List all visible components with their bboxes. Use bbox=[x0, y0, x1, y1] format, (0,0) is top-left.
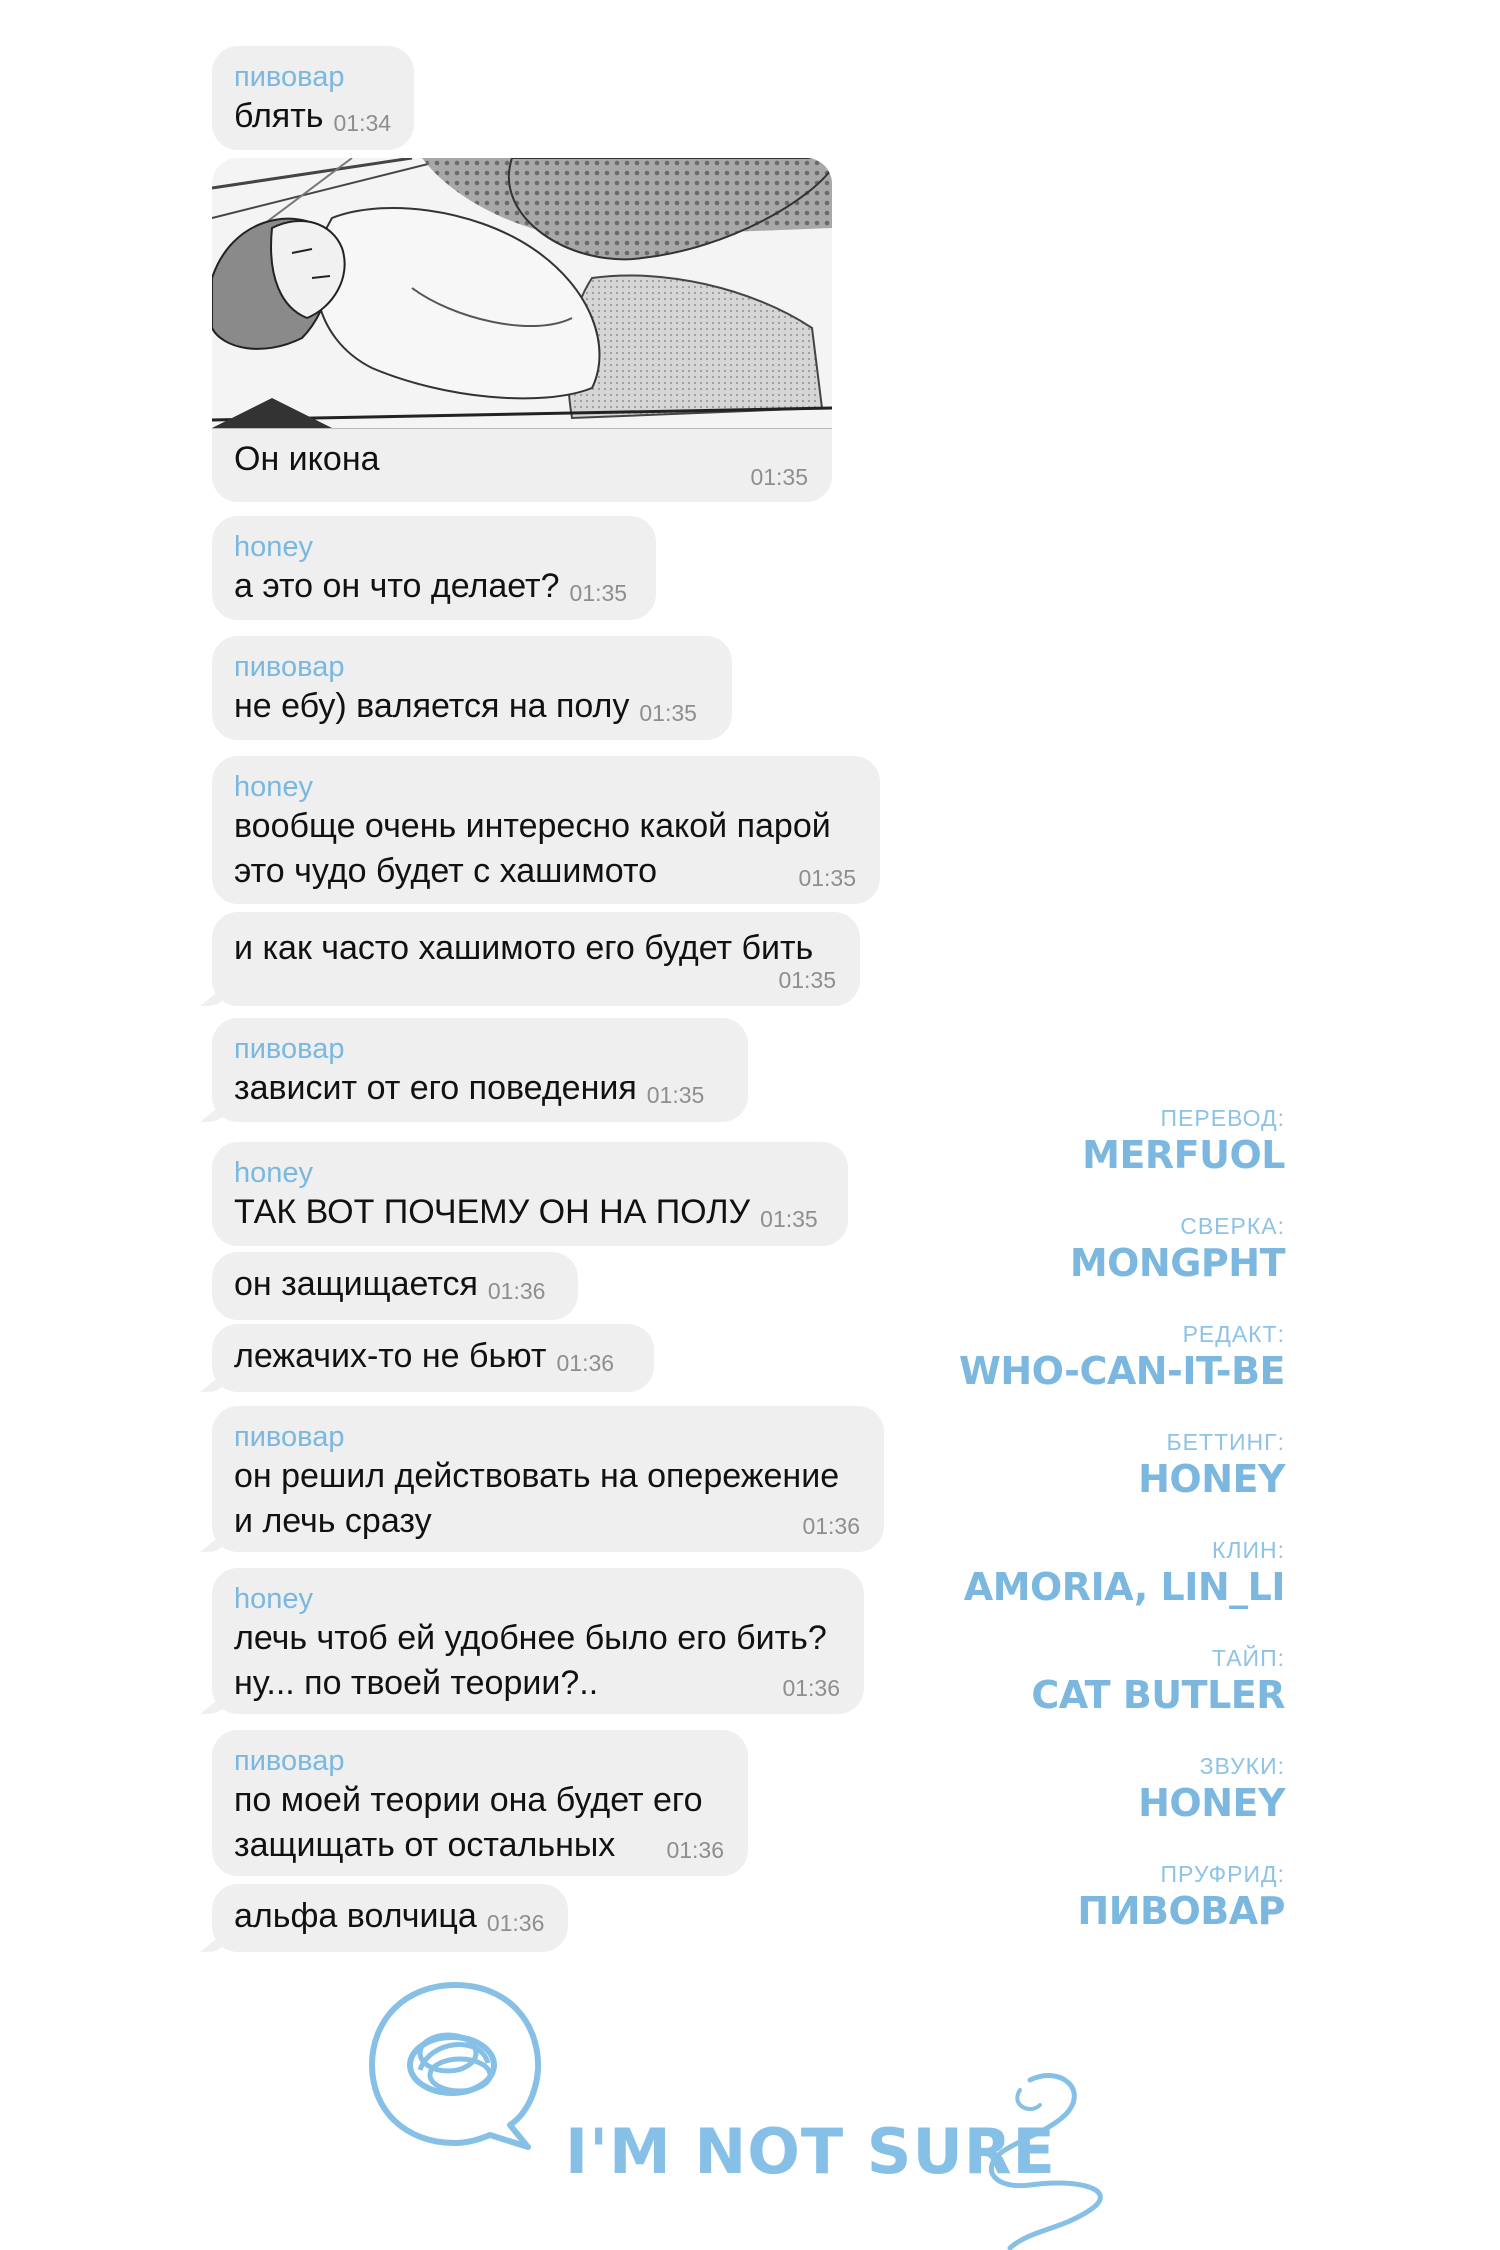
credit-sound bbox=[1138, 1752, 1285, 1826]
credit-label: СВЕРКА: bbox=[1180, 1213, 1285, 1239]
credit-proofread bbox=[1077, 1860, 1285, 1934]
credit-name: WHO-CAN-IT-BE bbox=[958, 1349, 1285, 1393]
photo-caption bbox=[212, 429, 832, 502]
message-time: 01:35 bbox=[778, 967, 836, 993]
credit-label: ТАЙП: bbox=[1211, 1645, 1285, 1671]
message-time: 01:35 bbox=[639, 700, 697, 726]
message-text: по моей теории она будет его защищать от остальных bbox=[234, 1781, 703, 1864]
message-text: а это он что делает? bbox=[234, 567, 560, 605]
credit-translation bbox=[1082, 1104, 1285, 1178]
message-bubble bbox=[212, 1406, 884, 1552]
message-sender: пивовар bbox=[234, 1033, 345, 1065]
message-bubble bbox=[212, 1252, 578, 1320]
logo-text: I'M NOT SURE bbox=[565, 2115, 1056, 2188]
message-bubble bbox=[212, 1884, 568, 1952]
message-time: 01:35 bbox=[760, 1206, 818, 1232]
message-time: 01:35 bbox=[798, 865, 856, 891]
credit-label: ЗВУКИ: bbox=[1199, 1753, 1285, 1779]
message-sender: honey bbox=[234, 771, 314, 803]
credit-label: КЛИН: bbox=[1211, 1537, 1285, 1563]
message-bubble bbox=[212, 1730, 748, 1876]
message-bubble bbox=[212, 46, 414, 150]
credit-name: CAT BUTLER bbox=[1031, 1673, 1285, 1717]
credit-label: РЕДАКТ: bbox=[1182, 1321, 1285, 1347]
message-time: 01:36 bbox=[802, 1513, 860, 1539]
credit-type bbox=[1031, 1644, 1285, 1718]
squiggle-icon bbox=[960, 2060, 1120, 2250]
credit-name: MERFUOL bbox=[1082, 1133, 1285, 1177]
credit-label: БЕТТИНГ: bbox=[1166, 1429, 1285, 1455]
message-time: 01:36 bbox=[486, 1910, 545, 1936]
message-bubble bbox=[212, 1324, 654, 1392]
message-sender: пивовар bbox=[234, 1421, 345, 1453]
credit-name: AMORIA, LIN_LI bbox=[963, 1565, 1285, 1609]
message-time: 01:36 bbox=[556, 1350, 615, 1376]
message-time: 01:36 bbox=[782, 1675, 840, 1701]
message-time: 01:35 bbox=[646, 1082, 705, 1108]
message-sender: honey bbox=[234, 1157, 314, 1189]
message-bubble bbox=[212, 756, 880, 904]
message-sender: пивовар bbox=[234, 1745, 345, 1777]
message-bubble bbox=[212, 516, 656, 620]
message-sender: honey bbox=[234, 531, 314, 563]
credit-name: HONEY bbox=[1138, 1781, 1285, 1825]
message-time: 01:34 bbox=[333, 110, 392, 136]
scribble-bubble-icon bbox=[360, 1975, 550, 2155]
credit-label: ПЕРЕВОД: bbox=[1160, 1105, 1285, 1131]
message-time: 01:35 bbox=[750, 464, 808, 490]
message-text: Он икона bbox=[234, 440, 380, 478]
credit-clean bbox=[964, 1536, 1285, 1610]
message-bubble bbox=[212, 636, 732, 740]
manga-photo[interactable] bbox=[212, 158, 832, 429]
message-text: зависит от его поведения bbox=[234, 1069, 637, 1107]
message-text: он защищается bbox=[234, 1265, 478, 1303]
credit-name: MONGPHT bbox=[1069, 1241, 1285, 1285]
photo-message-bubble bbox=[212, 158, 832, 502]
message-bubble bbox=[212, 912, 860, 1006]
message-text: блять bbox=[234, 97, 324, 135]
credit-name: HONEY bbox=[1138, 1457, 1285, 1501]
message-bubble bbox=[212, 1568, 864, 1714]
message-text: ТАК ВОТ ПОЧЕМУ ОН НА ПОЛУ bbox=[234, 1193, 751, 1231]
message-text: вообще очень интересно какой парой это чудо будет с хашимото bbox=[234, 807, 831, 890]
message-text: не ебу) валяется на полу bbox=[234, 687, 630, 725]
message-bubble bbox=[212, 1018, 748, 1122]
credit-name: ПИВОВАР bbox=[1077, 1889, 1285, 1933]
credit-label: ПРУФРИД: bbox=[1160, 1861, 1285, 1887]
message-text: лечь чтоб ей удобнее было его бить? ну... по твоей теории?.. bbox=[234, 1619, 827, 1702]
message-bubble bbox=[212, 1142, 848, 1246]
credit-edit bbox=[959, 1320, 1285, 1394]
message-time: 01:35 bbox=[569, 580, 628, 606]
message-sender: пивовар bbox=[234, 61, 345, 93]
message-time: 01:36 bbox=[487, 1278, 546, 1304]
message-text: лежачих-то не бьют bbox=[234, 1337, 547, 1375]
message-text: альфа волчица bbox=[234, 1897, 477, 1935]
message-text: и как часто хашимото его будет бить bbox=[234, 929, 814, 967]
credit-check bbox=[1070, 1212, 1285, 1286]
message-sender: пивовар bbox=[234, 651, 345, 683]
credit-beta bbox=[1138, 1428, 1285, 1502]
message-sender: honey bbox=[234, 1583, 314, 1615]
message-time: 01:36 bbox=[666, 1837, 724, 1863]
message-text: он решил действовать на опережение и лечь сразу bbox=[234, 1457, 840, 1540]
